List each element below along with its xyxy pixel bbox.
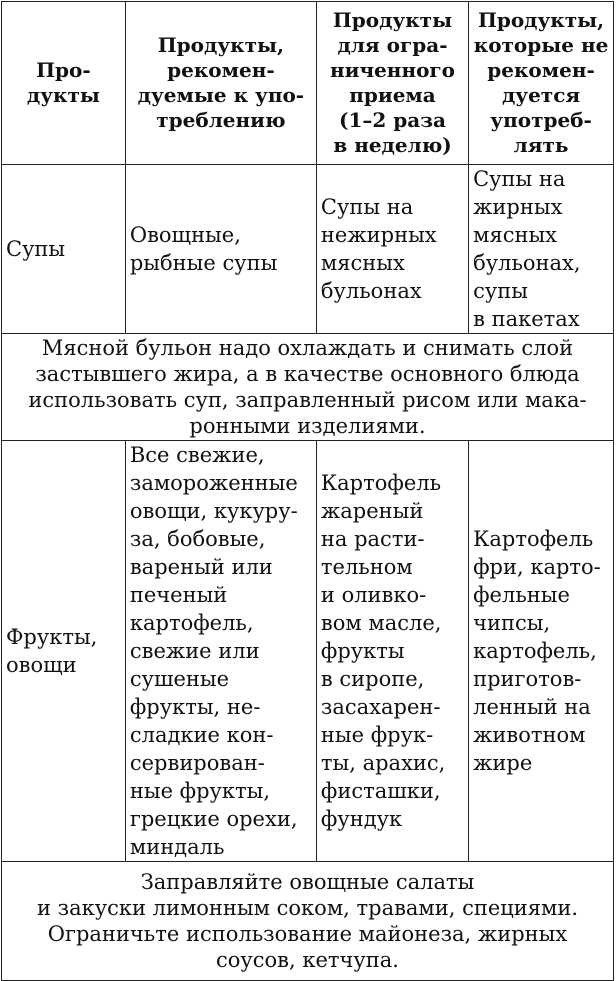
cell-recommended: Все свежие, замороженные овощи, кукуру- за, бобовые, вареный или печеный картофель, свежие или сушеные фрукты, не- сладкие кон- сервирован- ные фрукты, грецкие орехи, миндаль (125, 441, 316, 862)
header-recommended: Продукты, рекомен- дуемые к упо- треблению (125, 2, 316, 165)
table-row (2, 441, 614, 862)
cell-product: Фрукты, овощи (2, 441, 126, 862)
header-limited: Продукты для огра- ниченного приема (1–2 раза в неделю) (316, 2, 468, 165)
note-cell: Мясной бульон надо охлаждать и снимать слой застывшего жира, а в качестве основного блюда использовать суп, заправленный рисом или мака- ронными изделиями. (2, 334, 614, 441)
diet-table (1, 1, 614, 981)
cell-recommended: Овощные, рыбные супы (125, 165, 316, 334)
cell-product: Супы (2, 165, 126, 334)
header-products: Про- дукты (2, 2, 126, 165)
table-row (2, 165, 614, 334)
note-row (2, 862, 614, 981)
cell-not-recommended: Картофель фри, карто- фельные чипсы, картофель, приготов- ленный на животном жире (469, 441, 614, 862)
note-row (2, 334, 614, 441)
header-not-recommended: Продукты, которые не рекомен- дуется употреб- лять (469, 2, 614, 165)
cell-not-recommended: Супы на жирных мясных бульонах, супы в пакетах (469, 165, 614, 334)
cell-limited: Картофель жареный на расти- тельном и оливко- вом масле, фрукты в сиропе, засахарен- ные фрук- ты, арахис, фисташки, фундук (316, 441, 468, 862)
note-cell: Заправляйте овощные салаты и закуски лимонным соком, травами, специями. Ограничьте использование майонеза, жирных соусов, кетчупа. (2, 862, 614, 981)
table-header-row (2, 2, 614, 165)
cell-limited: Супы на нежирных мясных бульонах (316, 165, 468, 334)
